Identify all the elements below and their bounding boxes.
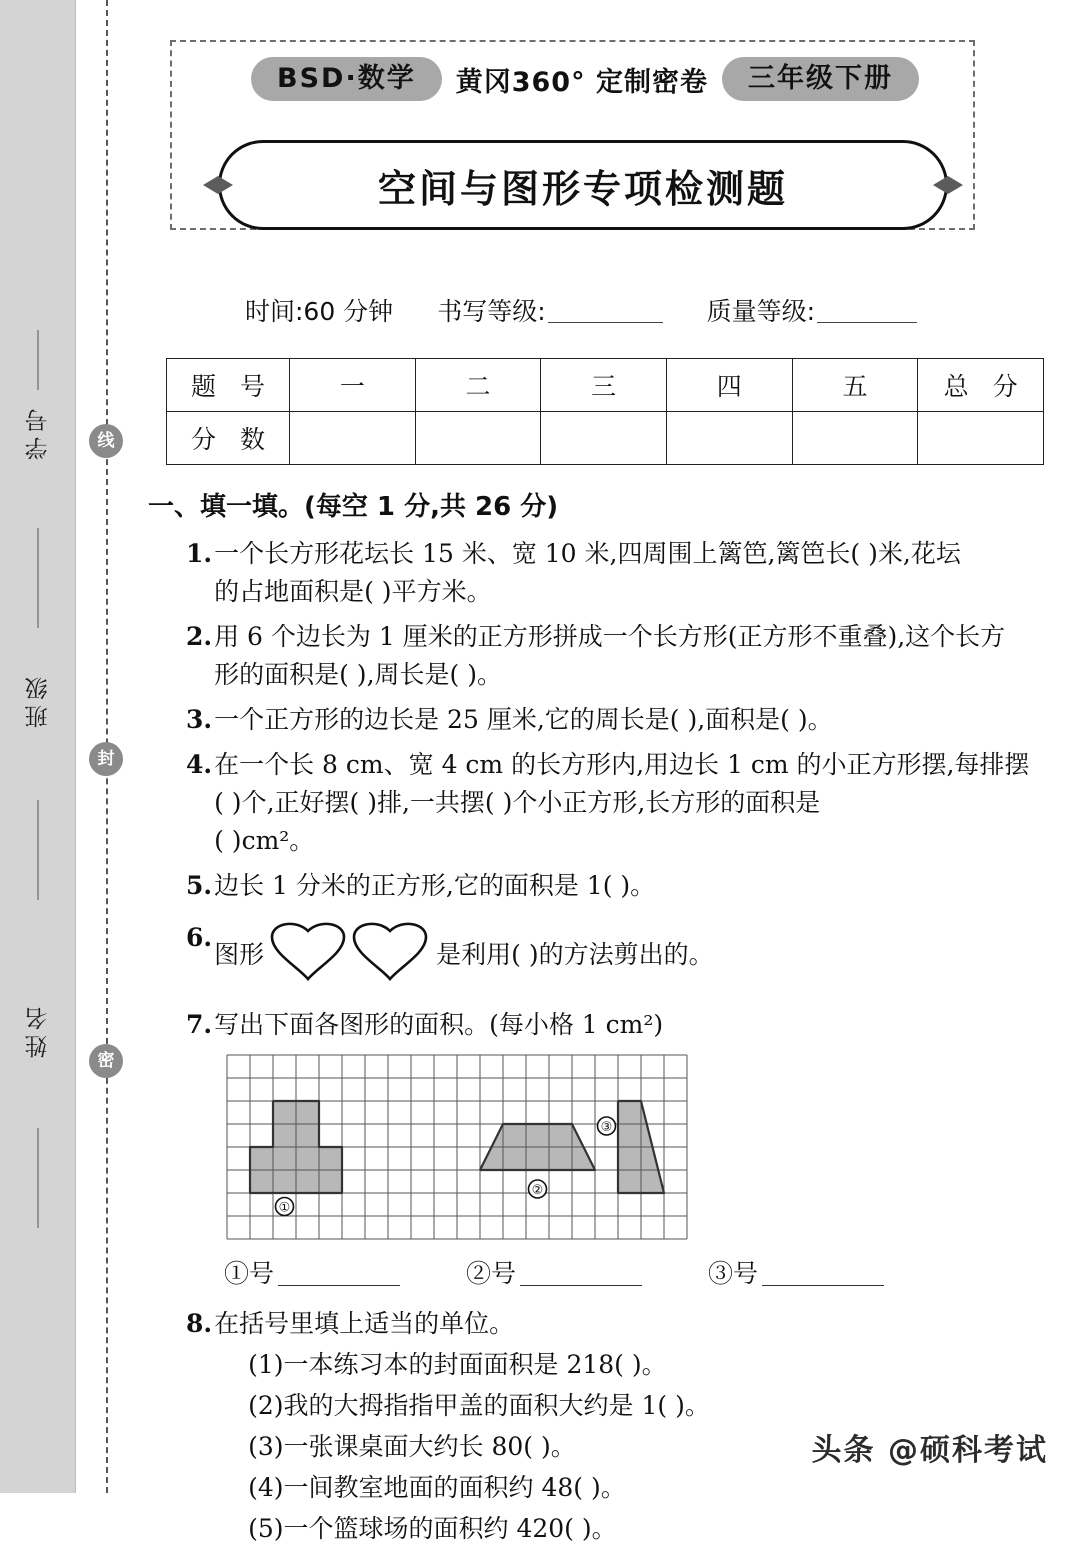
answer-shape-2-blank[interactable]: [520, 1285, 642, 1286]
score-value-3[interactable]: [541, 412, 667, 465]
seal-label-student-id: 学号: [25, 404, 52, 460]
area-grid-figure: [226, 1054, 1066, 1251]
question-5-body: [214, 867, 1066, 905]
question-2-body: [214, 618, 1066, 694]
series-title: 黄冈360° 定制密卷: [455, 66, 708, 98]
score-table-header-row: [167, 359, 1044, 412]
seal-rule-3: [38, 800, 39, 900]
question-2-number: 2.: [186, 621, 213, 651]
page-title: 空间与图形专项检测题: [377, 166, 788, 211]
seal-strip-inner: [0, 0, 76, 1493]
two-hearts-icon: [266, 919, 434, 992]
seal-label-class: 班级: [25, 672, 52, 728]
question-6-prefix: 图形: [214, 940, 265, 970]
question-8-number: 8.: [186, 1308, 213, 1338]
question-1-line-1: 一个长方形花坛长 15 米、宽 10 米,四周围上篱笆,篱笆长( )米,花坛: [214, 538, 961, 568]
grid-filled-cell: [273, 1147, 296, 1170]
quality-grade-field: [707, 292, 917, 328]
question-4-line-1: 在一个长 8 cm、宽 4 cm 的长方形内,用边长 1 cm 的小正方形摆,每排摆: [214, 749, 1030, 779]
question-1-number: 1.: [186, 538, 213, 568]
question-3: [148, 701, 1066, 739]
writing-grade-label: 书写等级:: [437, 297, 546, 326]
seal-strip: [0, 0, 76, 1493]
subject-pill: BSD·数学: [251, 57, 442, 101]
grid-filled-cell: [273, 1170, 296, 1193]
question-3-body: [214, 701, 1066, 739]
grid-filled-cell: [296, 1170, 319, 1193]
area-grid-svg: [226, 1054, 688, 1240]
answer-shape-3: [708, 1255, 884, 1293]
grade-pill: 三年级下册: [722, 57, 919, 101]
grid-label-1: ①: [278, 1200, 291, 1216]
seal-stamp-mi: 密: [89, 1044, 123, 1078]
question-8-subitem-1: (1)一本练习本的封面面积是 218( )。: [248, 1349, 667, 1379]
question-2-line-2: 形的面积是( ),周长是( )。: [214, 659, 502, 689]
question-6-body: [214, 919, 1066, 992]
score-col-3: 三: [541, 359, 667, 412]
question-3-line-1: 一个正方形的边长是 25 厘米,它的周长是( ),面积是( )。: [214, 704, 833, 734]
score-value-4[interactable]: [666, 412, 792, 465]
seal-rule-2: [38, 528, 39, 628]
question-2: [148, 618, 1066, 694]
question-7-line-1: 写出下面各图形的面积。(每小格 1 cm²): [214, 1009, 664, 1039]
question-6-number: 6.: [186, 922, 213, 952]
header-row: [140, 55, 1030, 103]
question-1-body: [214, 535, 1066, 611]
question-6-suffix: 是利用( )的方法剪出的。: [436, 940, 714, 970]
score-value-5[interactable]: [792, 412, 918, 465]
score-value-total[interactable]: [918, 412, 1044, 465]
score-col-1: 一: [290, 359, 416, 412]
exam-page: [140, 0, 1070, 1543]
grid-filled-cell: [319, 1147, 342, 1170]
exam-meta-line: [245, 292, 1045, 328]
grid-filled-cell: [296, 1124, 319, 1147]
question-4-line-3: ( )cm²。: [214, 825, 315, 855]
question-4: [148, 746, 1066, 860]
grid-filled-cell: [296, 1101, 319, 1124]
question-1-line-2: 的占地面积是( )平方米。: [214, 576, 492, 606]
grid-filled-cell: [250, 1170, 273, 1193]
question-7-body: [214, 1006, 1066, 1044]
grid-filled-cell: [273, 1101, 296, 1124]
question-4-number: 4.: [186, 749, 213, 779]
grid-label-2: ②: [531, 1182, 544, 1198]
exam-body: [148, 488, 1066, 1548]
grid-label-3: ③: [600, 1119, 613, 1135]
question-8-subitem-4: (4)一间教室地面的面积约 48( )。: [248, 1472, 626, 1502]
question-1: [148, 535, 1066, 611]
question-8-subitem-3: (3)一张课桌面大约长 80( )。: [248, 1431, 576, 1461]
question-7: [148, 1006, 1066, 1044]
seal-stamp-xian: 线: [89, 424, 123, 458]
writing-grade-field: [437, 292, 662, 328]
score-table: [166, 358, 1044, 465]
score-table-row-label-question: 题 号: [167, 359, 290, 412]
question-5: [148, 867, 1066, 905]
answer-shape-1-label: ①号: [224, 1258, 275, 1288]
question-5-number: 5.: [186, 870, 213, 900]
watermark: 头条 @硕科考试: [811, 1433, 1048, 1468]
score-value-1[interactable]: [290, 412, 416, 465]
quality-grade-blank[interactable]: [817, 322, 917, 323]
answer-shape-3-blank[interactable]: [762, 1285, 884, 1286]
title-banner-wrap: [218, 140, 948, 240]
grid-filled-cell: [296, 1147, 319, 1170]
title-banner: [218, 140, 948, 230]
answer-shape-3-label: ③号: [708, 1258, 759, 1288]
score-col-5: 五: [792, 359, 918, 412]
exam-time-label: 时间:60 分钟: [245, 297, 394, 326]
answer-shape-1-blank[interactable]: [278, 1285, 400, 1286]
score-col-total: 总 分: [918, 359, 1044, 412]
question-2-line-1: 用 6 个边长为 1 厘米的正方形拼成一个长方形(正方形不重叠),这个长方: [214, 621, 1006, 651]
question-7-number: 7.: [186, 1009, 213, 1039]
question-4-body: [214, 746, 1066, 860]
section-heading-one: 一、填一填。(每空 1 分,共 26 分): [148, 492, 559, 522]
score-value-2[interactable]: [415, 412, 541, 465]
grid-filled-cell: [273, 1124, 296, 1147]
quality-grade-label: 质量等级:: [706, 297, 816, 326]
seal-label-name: 姓名: [25, 1002, 52, 1058]
grid-filled-cell: [319, 1170, 342, 1193]
question-8-line-1: 在括号里填上适当的单位。: [214, 1308, 515, 1338]
seal-rule-1: [38, 330, 39, 390]
answer-shape-2-label: ②号: [466, 1258, 517, 1288]
question-4-line-2: ( )个,正好摆( )排,一共摆( )个小正方形,长方形的面积是: [214, 787, 821, 817]
writing-grade-blank[interactable]: [548, 322, 663, 323]
score-col-4: 四: [666, 359, 792, 412]
score-table-value-row: [167, 412, 1044, 465]
seal-stamp-feng: 封: [89, 742, 123, 776]
grid-filled-cell: [250, 1147, 273, 1170]
question-5-line-1: 边长 1 分米的正方形,它的面积是 1( )。: [214, 870, 656, 900]
question-6-line: [214, 919, 1066, 992]
question-8-subitem-2: (2)我的大拇指指甲盖的面积大约是 1( )。: [248, 1390, 710, 1420]
question-8-subitem-5: (5)一个篮球场的面积约 420( )。: [248, 1513, 617, 1543]
question-7-answer-row: [148, 1255, 1066, 1293]
seal-rule-4: [38, 1128, 39, 1228]
question-3-number: 3.: [186, 704, 213, 734]
score-table-row-label-score: 分 数: [167, 412, 290, 465]
score-col-2: 二: [415, 359, 541, 412]
question-6: [148, 919, 1066, 992]
answer-shape-1: [224, 1255, 400, 1293]
answer-shape-2: [466, 1255, 642, 1293]
